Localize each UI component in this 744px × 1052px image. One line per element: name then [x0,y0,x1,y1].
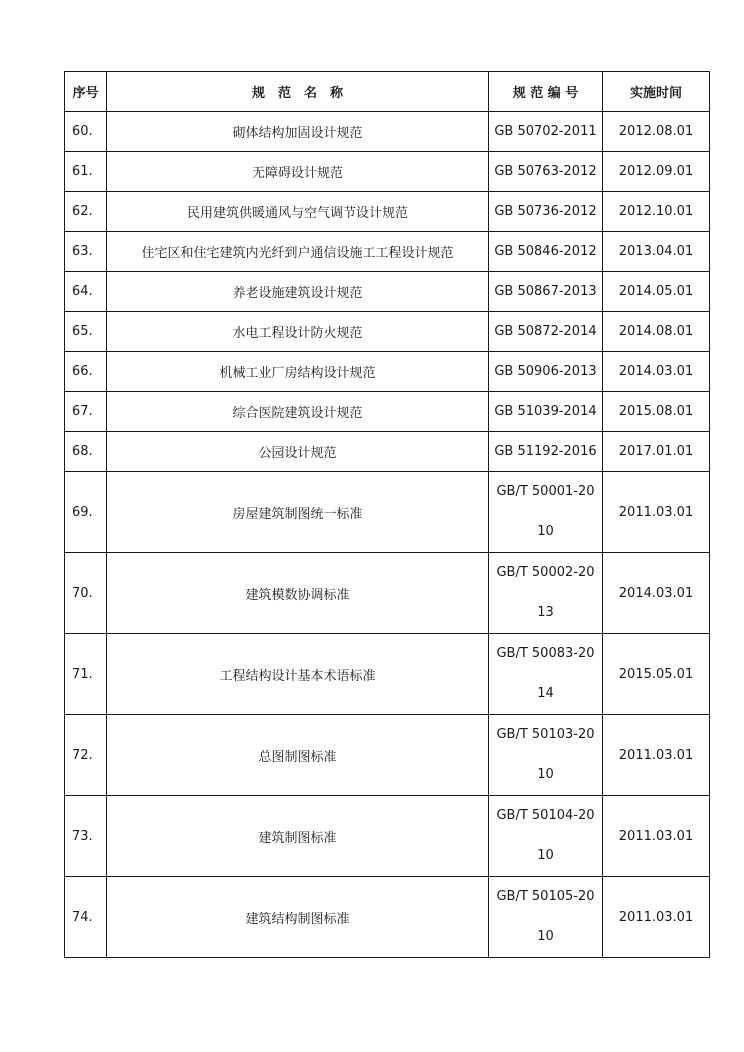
row-index: 61. [65,152,107,192]
row-index: 67. [65,392,107,432]
row-date: 2015.08.01 [603,392,710,432]
row-index: 73. [65,796,107,877]
row-code [489,553,603,634]
row-index: 63. [65,232,107,272]
row-code-line2: 14 [537,686,554,701]
row-code: GB 50763-2012 [489,152,603,192]
row-index: 62. [65,192,107,232]
row-name: 无障碍设计规范 [107,152,489,192]
table-row [65,312,710,352]
row-code: GB 50736-2012 [489,192,603,232]
row-index: 72. [65,715,107,796]
row-code: GB 50867-2013 [489,272,603,312]
row-index: 65. [65,312,107,352]
header-index: 序号 [65,72,107,112]
row-name: 建筑制图标准 [107,796,489,877]
row-code-line1: GB/T 50001-20 [496,484,595,499]
row-index: 68. [65,432,107,472]
row-index: 69. [65,472,107,553]
table-row [65,192,710,232]
row-code-line2: 10 [537,929,554,944]
row-code-line2: 13 [537,605,554,620]
row-name: 住宅区和住宅建筑内光纤到户通信设施工工程设计规范 [107,232,489,272]
row-code-line1: GB/T 50104-20 [496,808,595,823]
row-name: 民用建筑供暖通风与空气调节设计规范 [107,192,489,232]
row-name: 综合医院建筑设计规范 [107,392,489,432]
table-row [65,272,710,312]
row-date: 2013.04.01 [603,232,710,272]
header-name: 规 范 名 称 [107,72,489,112]
row-code [489,796,603,877]
table-row [65,877,710,958]
row-name: 房屋建筑制图统一标准 [107,472,489,553]
row-index: 64. [65,272,107,312]
table-row [65,112,710,152]
row-code: GB 50846-2012 [489,232,603,272]
row-date: 2011.03.01 [603,715,710,796]
row-name: 砌体结构加固设计规范 [107,112,489,152]
row-date: 2014.03.01 [603,352,710,392]
row-index: 60. [65,112,107,152]
table-row [65,432,710,472]
row-date: 2014.08.01 [603,312,710,352]
row-date: 2011.03.01 [603,796,710,877]
table-row [65,472,710,553]
row-code: GB 50906-2013 [489,352,603,392]
table-row [65,553,710,634]
row-code: GB 51039-2014 [489,392,603,432]
row-date: 2017.01.01 [603,432,710,472]
row-index: 74. [65,877,107,958]
row-name: 养老设施建筑设计规范 [107,272,489,312]
row-name: 水电工程设计防火规范 [107,312,489,352]
row-name: 机械工业厂房结构设计规范 [107,352,489,392]
row-code [489,472,603,553]
table-row [65,715,710,796]
table-row [65,352,710,392]
row-name: 建筑模数协调标准 [107,553,489,634]
row-date: 2014.05.01 [603,272,710,312]
row-name: 总图制图标准 [107,715,489,796]
row-date: 2011.03.01 [603,877,710,958]
row-code-line1: GB/T 50002-20 [496,565,595,580]
row-date: 2015.05.01 [603,634,710,715]
row-date: 2012.08.01 [603,112,710,152]
row-code-line2: 10 [537,767,554,782]
row-code-line2: 10 [537,524,554,539]
row-code-line1: GB/T 50103-20 [496,727,595,742]
row-code-line1: GB/T 50083-20 [496,646,595,661]
row-date: 2011.03.01 [603,472,710,553]
table-row [65,796,710,877]
row-code-line2: 10 [537,848,554,863]
row-index: 66. [65,352,107,392]
row-code-line1: GB/T 50105-20 [496,889,595,904]
table-row [65,152,710,192]
row-date: 2012.09.01 [603,152,710,192]
row-date: 2012.10.01 [603,192,710,232]
row-index: 71. [65,634,107,715]
row-name: 建筑结构制图标准 [107,877,489,958]
header-date: 实施时间 [603,72,710,112]
row-date: 2014.03.01 [603,553,710,634]
row-name: 工程结构设计基本术语标准 [107,634,489,715]
table-row [65,392,710,432]
row-code: GB 50872-2014 [489,312,603,352]
table-row [65,634,710,715]
row-code [489,634,603,715]
row-code: GB 50702-2011 [489,112,603,152]
header-code: 规 范 编 号 [489,72,603,112]
table-body [65,112,710,958]
standards-table [64,71,710,958]
row-code: GB 51192-2016 [489,432,603,472]
row-code [489,877,603,958]
table-row [65,232,710,272]
row-name: 公园设计规范 [107,432,489,472]
row-index: 70. [65,553,107,634]
row-code [489,715,603,796]
table-header-row [65,72,710,112]
